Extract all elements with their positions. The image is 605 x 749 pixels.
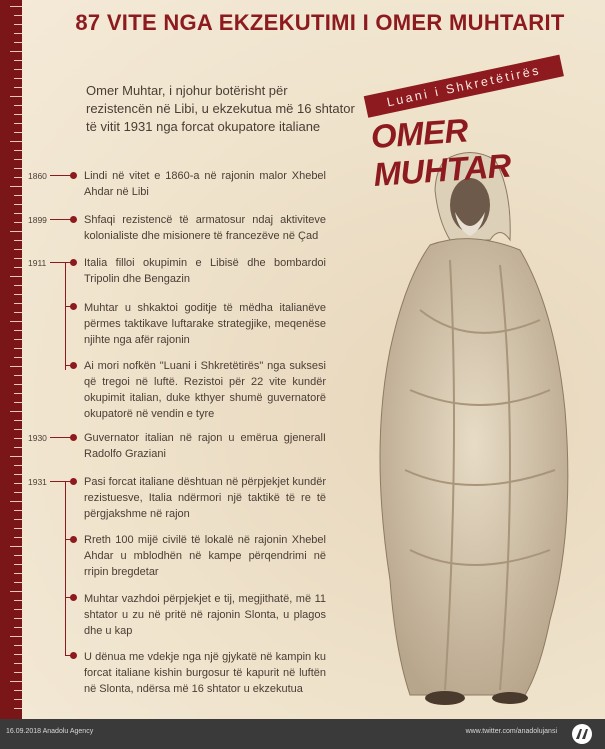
big-name: OMER MUHTAR <box>369 111 513 194</box>
ruler-tick <box>14 123 22 124</box>
ruler-tick <box>14 384 22 385</box>
ruler-tick <box>14 375 22 376</box>
ruler-tick <box>10 321 22 322</box>
ruler-tick <box>14 195 22 196</box>
timeline-dot <box>70 478 77 485</box>
ruler-tick <box>14 348 22 349</box>
ruler-tick <box>10 636 22 637</box>
ruler-tick <box>10 546 22 547</box>
ruler-tick <box>10 141 22 142</box>
ruler-tick <box>14 699 22 700</box>
ruler-tick <box>14 555 22 556</box>
ruler-tick <box>14 339 22 340</box>
timeline-branch <box>65 481 66 655</box>
ruler-tick <box>14 519 22 520</box>
timeline-event: Shfaqi rezistencë të armatosur ndaj aktiviteve kolonialiste dhe misionere të francezëve në Çad <box>84 214 326 242</box>
ruler-tick <box>10 276 22 277</box>
ruler-tick <box>14 429 22 430</box>
ruler-tick <box>14 654 22 655</box>
ruler-tick <box>14 672 22 673</box>
ruler-tick <box>10 501 22 502</box>
ruler-tick <box>14 303 22 304</box>
timeline-dot <box>70 434 77 441</box>
ruler-tick <box>14 249 22 250</box>
aa-logo-icon <box>571 723 593 745</box>
ruler-tick <box>10 366 22 367</box>
ruler-tick <box>14 132 22 133</box>
ruler-strip <box>0 0 22 719</box>
ruler-tick <box>14 177 22 178</box>
ruler-tick <box>14 528 22 529</box>
timeline-connector <box>65 306 73 307</box>
timeline-connector <box>50 481 72 482</box>
ruler-tick <box>14 357 22 358</box>
timeline-event: Ai mori nofkën "Luani i Shkretëtirës" nga suksesi që tregoi në luftë. Rezistoi për 22 vite kundër okupimit italian, duke kthyer shumë guvernatorë okupatorë në vendin e tyre <box>84 360 326 420</box>
ruler-tick <box>14 465 22 466</box>
year-label: 1899 <box>28 215 47 225</box>
ruler-tick <box>14 222 22 223</box>
ruler-tick <box>14 258 22 259</box>
ruler-tick <box>10 681 22 682</box>
ruler-tick <box>14 330 22 331</box>
timeline-event: Pasi forcat italiane dështuan në përpjekjet kundër rezistuesve, Italia ndërmori një taktikë të re të përgjakshme në rajon <box>84 476 326 520</box>
year-label: 1931 <box>28 477 47 487</box>
ruler-tick <box>14 663 22 664</box>
footer-social-link[interactable]: www.twitter.com/anadolujansi <box>465 728 557 735</box>
ruler-tick <box>14 105 22 106</box>
ruler-tick <box>14 402 22 403</box>
ruler-tick <box>14 312 22 313</box>
portrait-image <box>350 150 590 710</box>
ruler-tick <box>14 294 22 295</box>
timeline-connector <box>50 262 72 263</box>
year-label: 1860 <box>28 171 47 181</box>
year-label: 1930 <box>28 433 47 443</box>
footer-date-agency: 16.09.2018 Anadolu Agency <box>6 728 94 735</box>
ruler-tick <box>14 483 22 484</box>
ruler-tick <box>14 150 22 151</box>
ruler-tick <box>14 627 22 628</box>
timeline-dot <box>70 172 77 179</box>
timeline-branch <box>65 262 66 370</box>
ruler-tick <box>14 114 22 115</box>
timeline-event: U dënua me vdekje nga një gjykatë në kampin ku forcat italiane kishin burgosur të kapurit në luftën në Slonta, ndërsa më 16 shtator u ekzekutua <box>84 651 326 695</box>
timeline-connector <box>50 437 72 438</box>
ruler-tick <box>14 204 22 205</box>
ruler-tick <box>14 690 22 691</box>
ruler-tick <box>14 438 22 439</box>
ruler-tick <box>14 564 22 565</box>
ruler-tick <box>10 591 22 592</box>
timeline-connector <box>65 597 73 598</box>
ruler-tick <box>14 24 22 25</box>
ruler-tick <box>10 96 22 97</box>
timeline-connector <box>50 175 72 176</box>
ruler-tick <box>10 186 22 187</box>
footer-bar <box>0 719 605 749</box>
timeline-connector <box>65 655 73 656</box>
ruler-tick <box>14 447 22 448</box>
ruler-tick <box>14 420 22 421</box>
ruler-tick <box>14 213 22 214</box>
ruler-tick <box>14 168 22 169</box>
ruler-tick <box>14 240 22 241</box>
timeline-event: Muhtar u shkaktoi goditje të mëdha italianëve përmes taktikave luftarake strategjike, meqenëse njihte nga afër rajonin <box>84 302 326 346</box>
timeline-event: Lindi në vitet e 1860-a në rajonin malor Xhebel Ahdar në Libi <box>84 170 326 198</box>
timeline-event: Italia filloi okupimin e Libisë dhe bombardoi Tripolin dhe Bengazin <box>84 257 326 285</box>
ruler-tick <box>14 78 22 79</box>
ruler-tick <box>10 231 22 232</box>
intro-text: Omer Muhtar, i njohur botërisht për rezistencën në Libi, u ekzekutua më 16 shtator të vitit 1931 nga forcat okupatore italiane <box>86 83 355 134</box>
ruler-tick <box>14 537 22 538</box>
timeline-connector <box>50 219 72 220</box>
ruler-tick <box>14 285 22 286</box>
timeline-connector <box>65 365 73 366</box>
ruler-tick <box>14 474 22 475</box>
timeline-event: Guvernator italian në rajon u emërua gjeneralI Radolfo Graziani <box>84 432 326 460</box>
ruler-tick <box>10 51 22 52</box>
ruler-tick <box>14 159 22 160</box>
ruler-tick <box>14 15 22 16</box>
ruler-tick <box>14 645 22 646</box>
year-label: 1911 <box>28 258 47 268</box>
timeline-dot <box>70 259 77 266</box>
ruler-tick <box>14 618 22 619</box>
ruler-tick <box>10 6 22 7</box>
ruler-tick <box>14 69 22 70</box>
ruler-tick <box>14 87 22 88</box>
nickname-banner: Luani i Shkretëtirës <box>364 55 564 118</box>
ruler-tick <box>14 600 22 601</box>
ruler-tick <box>14 510 22 511</box>
ruler-tick <box>14 393 22 394</box>
ruler-tick <box>10 411 22 412</box>
timeline-event: Muhtar vazhdoi përpjekjet e tij, megjithatë, më 11 shtator u zu në pritë në rajonin Slonta, u plagos dhe u kap <box>84 593 326 637</box>
ruler-tick <box>14 573 22 574</box>
timeline-connector <box>65 539 73 540</box>
timeline-dot <box>70 216 77 223</box>
ruler-tick <box>14 582 22 583</box>
ruler-tick <box>10 456 22 457</box>
ruler-tick <box>14 492 22 493</box>
ruler-tick <box>14 609 22 610</box>
ruler-tick <box>14 42 22 43</box>
ruler-tick <box>14 708 22 709</box>
timeline-event: Rreth 100 mijë civilë të lokalë në rajonin Xhebel Ahdar u mblodhën në kampe përqendrimi në rripin bregdetar <box>84 534 326 578</box>
page-title: 87 VITE NGA EKZEKUTIMI I OMER MUHTARIT <box>75 10 565 35</box>
ruler-tick <box>14 267 22 268</box>
ruler-tick <box>14 33 22 34</box>
ruler-tick <box>14 60 22 61</box>
